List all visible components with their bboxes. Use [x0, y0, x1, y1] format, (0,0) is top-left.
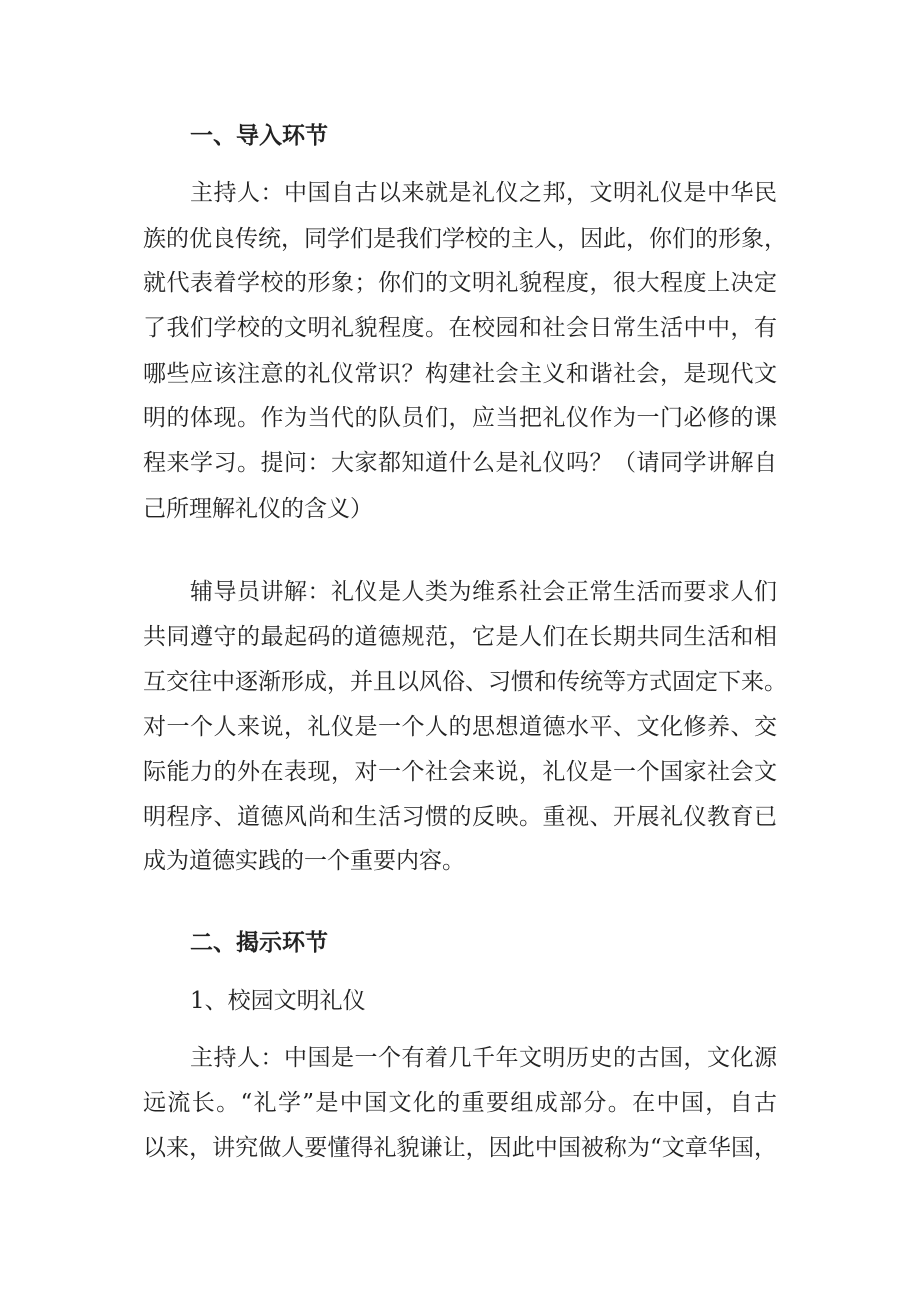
text-line: 主持人：中国自古以来就是礼仪之邦，文明礼仪是中华民	[190, 180, 777, 206]
text-line: 共同遵守的最起码的道德规范，它是人们在长期共同生活和相	[143, 624, 777, 650]
text-line: 明的体现。作为当代的队员们，应当把礼仪作为一门必修的课	[143, 405, 777, 431]
text-line: 际能力的外在表现，对一个社会来说，礼仪是一个国家社会文	[143, 759, 777, 785]
text-line: 明程序、道德风尚和生活习惯的反映。重视、开展礼仪教育已	[143, 804, 777, 830]
section-heading-2: 二、揭示环节	[190, 930, 328, 956]
text-line: 哪些应该注意的礼仪常识？构建社会主义和谐社会，是现代文	[143, 361, 777, 387]
text-line: 主持人：中国是一个有着几千年文明历史的古国，文化源	[190, 1045, 777, 1071]
text-line: 就代表着学校的形象；你们的文明礼貌程度，很大程度上决定	[143, 270, 777, 296]
text-line: 己所理解礼仪的含义）	[143, 496, 373, 522]
text-line: 了我们学校的文明礼貌程度。在校园和社会日常生活中中，有	[143, 315, 777, 341]
text-line: 互交往中逐渐形成，并且以风俗、习惯和传统等方式固定下来。	[143, 669, 787, 695]
section-heading-1: 一、导入环节	[190, 123, 328, 149]
subsection-heading: 1、校园文明礼仪	[190, 988, 366, 1014]
text-line: 远流长。“礼学”是中国文化的重要组成部分。在中国，自古	[143, 1090, 777, 1116]
text-line: 对一个人来说，礼仪是一个人的思想道德水平、文化修养、交	[143, 714, 777, 740]
text-line: 族的优良传统，同学们是我们学校的主人，因此，你们的形象，	[143, 226, 787, 252]
text-line: 以来，讲究做人要懂得礼貌谦让，因此中国被称为“文章华国，	[143, 1135, 777, 1161]
text-line: 程来学习。提问：大家都知道什么是礼仪吗？（请同学讲解自	[143, 450, 777, 476]
text-line: 成为道德实践的一个重要内容。	[143, 848, 465, 874]
text-line: 辅导员讲解：礼仪是人类为维系社会正常生活而要求人们	[190, 579, 777, 605]
